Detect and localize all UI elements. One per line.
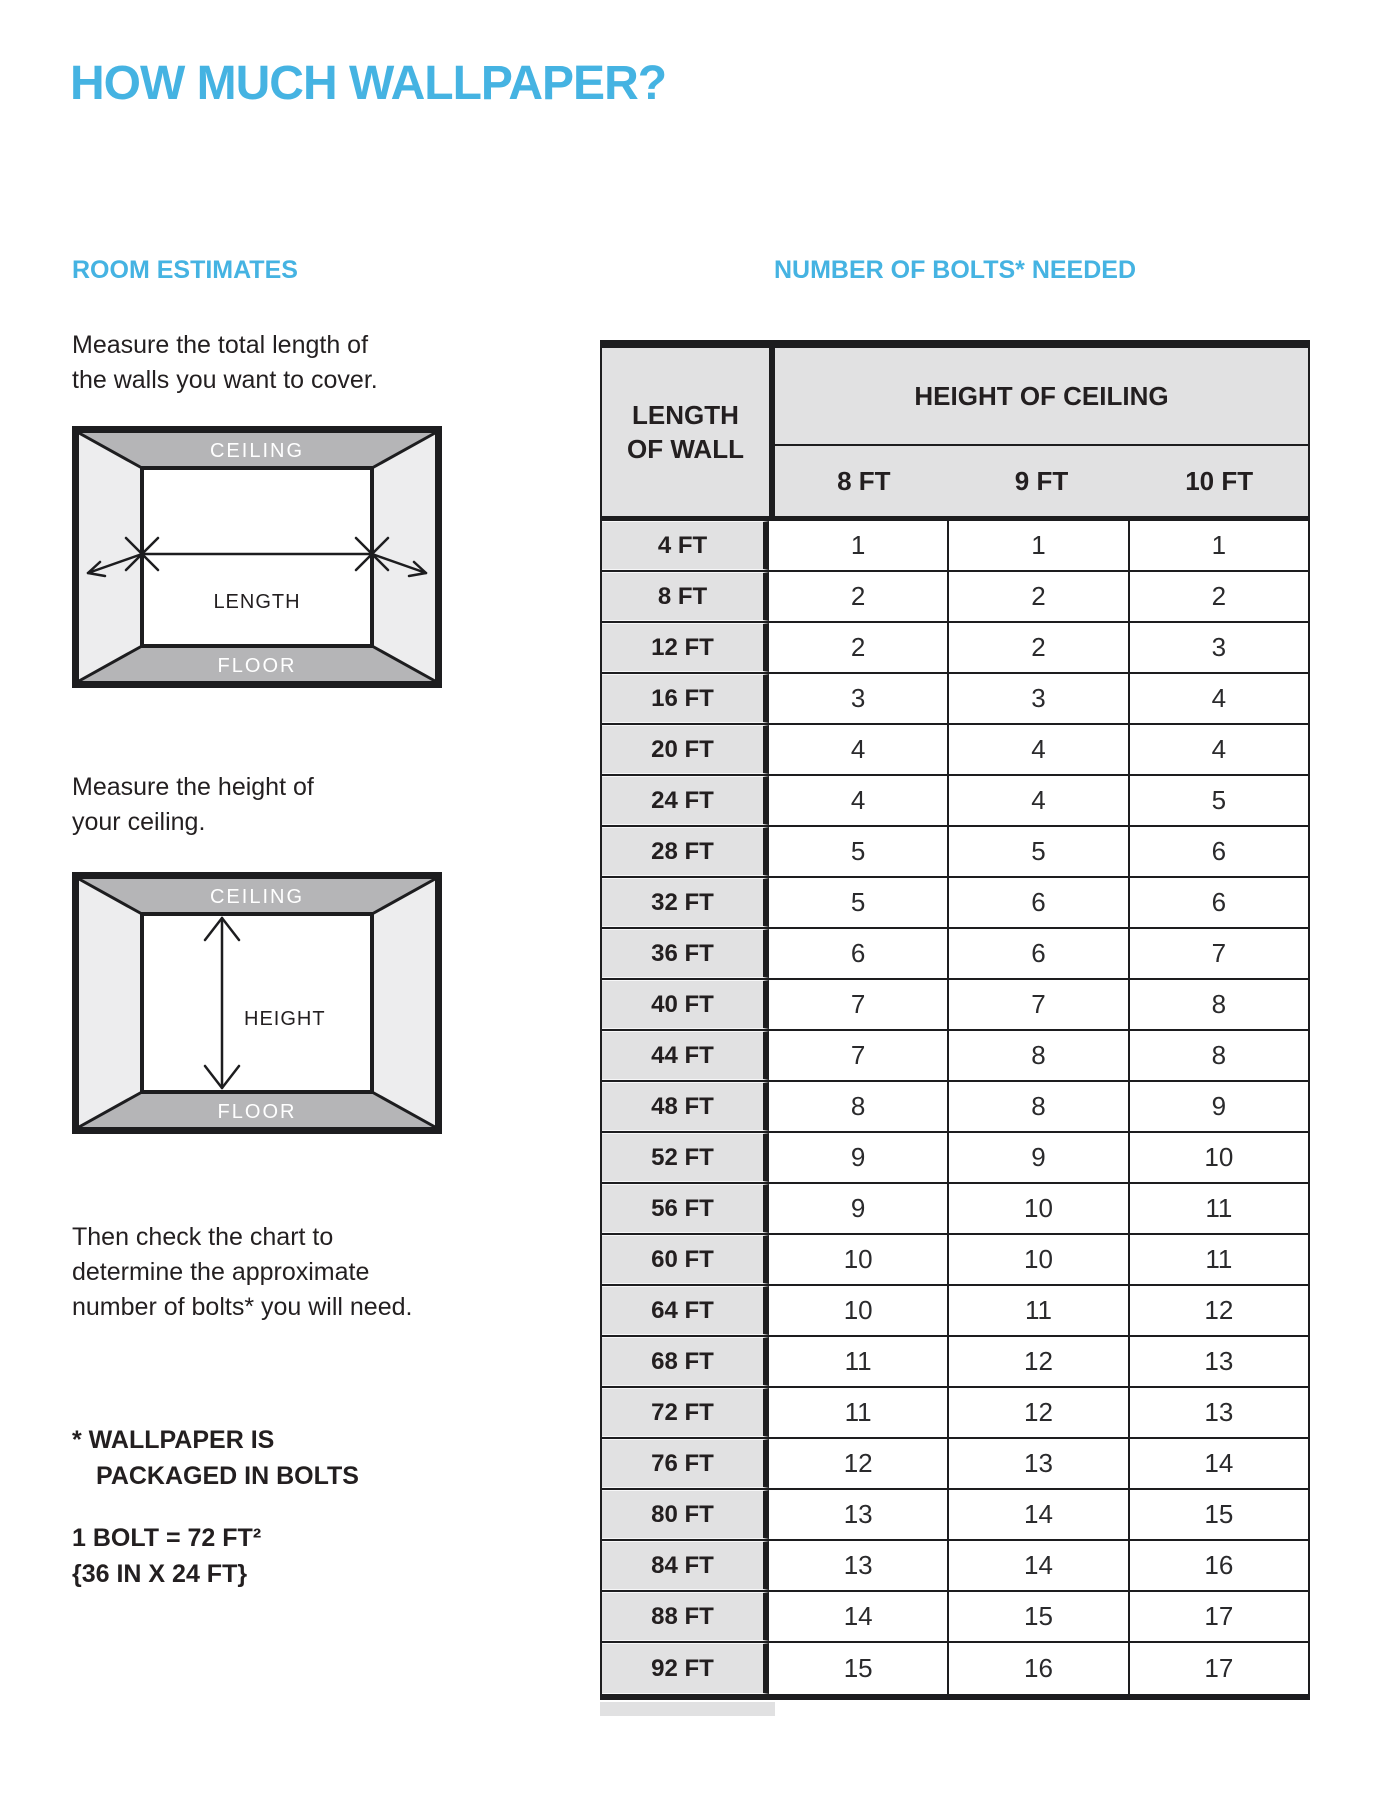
paragraph-line: determine the approximate	[72, 1258, 370, 1286]
wall-length-cell: 40 FT	[602, 980, 769, 1029]
bolt-count-cell: 6	[949, 929, 1129, 978]
bolt-count-cell: 11	[1205, 1193, 1233, 1223]
bolt-count-cell: 15	[1204, 1499, 1234, 1529]
wall-length-cell: 32 FT	[602, 878, 769, 927]
bolt-count-cell: 6	[769, 929, 949, 978]
height-of-ceiling-header: HEIGHT OF CEILING	[775, 348, 1308, 446]
bolts-table	[600, 340, 1310, 1700]
bolt-count-cell: 8	[1211, 989, 1227, 1019]
bolt-count-cell: 5	[1211, 785, 1227, 815]
bolt-count-cell: 4	[1211, 734, 1227, 764]
wall-length-cell: 84 FT	[602, 1541, 769, 1590]
bolt-count-cell: 4	[1211, 683, 1227, 713]
bolt-count-cell: 6	[1211, 836, 1227, 866]
bolt-count-cell: 10	[769, 1235, 949, 1284]
bolt-count-cell: 9	[1211, 1091, 1227, 1121]
table-row	[602, 1286, 1308, 1337]
table-row	[602, 725, 1308, 776]
bolt-count-cell: 9	[949, 1133, 1129, 1182]
length-label: LENGTH	[213, 591, 301, 613]
ceiling-label: CEILING	[209, 440, 305, 462]
wall-length-cell: 80 FT	[602, 1490, 769, 1539]
wall-length-cell: 16 FT	[602, 674, 769, 723]
table-row	[602, 827, 1308, 878]
floor-label: FLOOR	[217, 655, 297, 677]
bolt-count-cell: 13	[949, 1439, 1129, 1488]
bolt-count-cell: 10	[949, 1184, 1129, 1233]
table-row	[602, 1439, 1308, 1490]
bolt-count-cell: 5	[769, 878, 949, 927]
bolt-count-cell: 11	[949, 1286, 1129, 1335]
bolt-count-cell: 7	[1211, 938, 1227, 968]
bolt-count-cell: 4	[769, 725, 949, 774]
paragraph-line: Measure the height of	[72, 773, 314, 801]
bolt-count-cell: 7	[769, 980, 949, 1029]
bolt-count-cell: 16	[949, 1643, 1129, 1694]
bolt-count-cell: 14	[949, 1541, 1129, 1590]
bolt-count-cell: 6	[949, 878, 1129, 927]
table-row	[602, 1235, 1308, 1286]
table-row	[602, 878, 1308, 929]
table-row	[602, 521, 1308, 572]
bolt-count-cell: 4	[949, 725, 1129, 774]
bolt-count-cell: 3	[949, 674, 1129, 723]
bolt-count-cell: 13	[1204, 1346, 1234, 1376]
bolt-count-cell: 12	[1204, 1295, 1234, 1325]
bolt-count-cell: 7	[769, 1031, 949, 1080]
wall-length-cell: 88 FT	[602, 1592, 769, 1641]
bolt-count-cell: 3	[1211, 632, 1227, 662]
footnote-line: 1 BOLT = 72 FT²	[72, 1524, 262, 1552]
bolt-count-cell: 2	[1211, 581, 1227, 611]
wall-length-cell: 44 FT	[602, 1031, 769, 1080]
table-row	[602, 1643, 1308, 1694]
bolt-count-cell: 15	[949, 1592, 1129, 1641]
paragraph-line: your ceiling.	[72, 808, 206, 836]
bolt-count-cell: 12	[949, 1337, 1129, 1386]
ceiling-height-illustration	[72, 872, 442, 1134]
measure-length-paragraph	[72, 328, 378, 398]
wall-length-cell: 92 FT	[602, 1643, 769, 1694]
wall-length-cell: 20 FT	[602, 725, 769, 774]
wallpaper-bolts-footnote	[72, 1422, 359, 1494]
column-header-10ft: 10 FT	[1185, 465, 1254, 496]
wall-length-cell: 4 FT	[602, 521, 769, 570]
measure-height-paragraph	[72, 770, 314, 840]
room-estimates-heading: ROOM ESTIMATES	[72, 256, 298, 284]
bolt-count-cell: 10	[769, 1286, 949, 1335]
bolt-count-cell: 11	[769, 1388, 949, 1437]
table-row	[602, 623, 1308, 674]
wall-length-cell: 24 FT	[602, 776, 769, 825]
check-chart-paragraph	[72, 1220, 412, 1325]
header-line: LENGTH	[632, 400, 739, 430]
wall-length-cell: 68 FT	[602, 1337, 769, 1386]
room-length-diagram	[72, 426, 442, 688]
table-row	[602, 929, 1308, 980]
table-row	[602, 1541, 1308, 1592]
paragraph-line: number of bolts* you will need.	[72, 1293, 413, 1321]
bolt-count-cell: 17	[1204, 1601, 1234, 1631]
bolt-count-cell: 17	[1204, 1653, 1234, 1683]
column-header-8ft: 8 FT	[837, 465, 891, 496]
wall-length-cell: 72 FT	[602, 1388, 769, 1437]
bolt-count-cell: 13	[769, 1490, 949, 1539]
bolt-count-cell: 5	[769, 827, 949, 876]
bolt-count-cell: 8	[1211, 1040, 1227, 1070]
footnote-line: * WALLPAPER IS	[72, 1426, 275, 1454]
bolt-count-cell: 8	[949, 1031, 1129, 1080]
length-of-wall-header	[602, 348, 775, 516]
wall-length-cell: 48 FT	[602, 1082, 769, 1131]
wall-length-cell: 8 FT	[602, 572, 769, 621]
wall-length-cell: 60 FT	[602, 1235, 769, 1284]
bolt-size-footnote	[72, 1520, 261, 1592]
table-row	[602, 1490, 1308, 1541]
bolt-count-cell: 6	[1211, 887, 1227, 917]
ceiling-header-group	[775, 348, 1308, 516]
table-row	[602, 776, 1308, 827]
bolt-count-cell: 2	[769, 572, 949, 621]
bolt-count-cell: 4	[769, 776, 949, 825]
bolt-count-cell: 1	[1211, 530, 1227, 560]
bolt-count-cell: 1	[949, 521, 1129, 570]
footnote-line: PACKAGED IN BOLTS	[96, 1462, 359, 1490]
footnote-line: {36 IN X 24 FT}	[72, 1560, 248, 1588]
paragraph-line: Then check the chart to	[72, 1223, 334, 1251]
bolt-count-cell: 9	[769, 1133, 949, 1182]
header-line: OF WALL	[627, 434, 744, 464]
back-wall	[142, 468, 372, 646]
table-row	[602, 1337, 1308, 1388]
wall-length-cell: 76 FT	[602, 1439, 769, 1488]
table-row	[602, 1031, 1308, 1082]
bolt-count-cell: 5	[949, 827, 1129, 876]
table-row	[602, 1592, 1308, 1643]
table-row	[602, 1133, 1308, 1184]
wall-length-cell: 56 FT	[602, 1184, 769, 1233]
floor-label: FLOOR	[217, 1101, 297, 1123]
wall-length-cell: 36 FT	[602, 929, 769, 978]
table-row	[602, 1184, 1308, 1235]
bolt-count-cell: 10	[949, 1235, 1129, 1284]
bolt-count-cell: 11	[769, 1337, 949, 1386]
room-length-illustration	[72, 426, 442, 688]
paragraph-line: the walls you want to cover.	[72, 366, 378, 394]
bolt-count-cell: 13	[1204, 1397, 1234, 1427]
bolt-count-cell: 14	[769, 1592, 949, 1641]
column-header-9ft: 9 FT	[1014, 465, 1069, 496]
table-row	[602, 980, 1308, 1031]
bolt-count-cell: 7	[949, 980, 1129, 1029]
bolt-count-cell: 13	[769, 1541, 949, 1590]
ceiling-height-diagram	[72, 872, 442, 1134]
bolt-count-cell: 2	[949, 623, 1129, 672]
wall-length-cell: 12 FT	[602, 623, 769, 672]
table-row	[602, 674, 1308, 725]
bolt-count-cell: 3	[769, 674, 949, 723]
paragraph-line: Measure the total length of	[72, 331, 369, 359]
bolt-count-cell: 15	[769, 1643, 949, 1694]
bolts-needed-heading: NUMBER OF BOLTS* NEEDED	[773, 256, 1137, 284]
ceiling-label: CEILING	[209, 886, 305, 908]
wall-length-cell: 52 FT	[602, 1133, 769, 1182]
bolt-count-cell: 12	[949, 1388, 1129, 1437]
bolt-count-cell: 8	[769, 1082, 949, 1131]
table-row	[602, 1082, 1308, 1133]
bolt-count-cell: 16	[1204, 1550, 1234, 1580]
bolt-count-cell: 2	[769, 623, 949, 672]
table-row	[602, 572, 1308, 623]
back-wall	[142, 914, 372, 1092]
table-row	[602, 1388, 1308, 1439]
wall-length-cell: 28 FT	[602, 827, 769, 876]
bolt-count-cell: 14	[949, 1490, 1129, 1539]
table-header	[602, 348, 1308, 521]
bolt-count-cell: 14	[1204, 1448, 1234, 1478]
bolt-count-cell: 4	[949, 776, 1129, 825]
wall-length-cell: 64 FT	[602, 1286, 769, 1335]
ceiling-subheader-row	[775, 446, 1308, 516]
table-footer-tab	[600, 1702, 775, 1716]
bolt-count-cell: 9	[769, 1184, 949, 1233]
page-title: HOW MUCH WALLPAPER?	[70, 57, 667, 110]
bolt-table-body	[602, 521, 1308, 1694]
bolt-count-cell: 2	[949, 572, 1129, 621]
bolt-count-cell: 10	[1204, 1142, 1234, 1172]
bolt-count-cell: 11	[1205, 1244, 1233, 1274]
height-label: HEIGHT	[244, 1008, 326, 1030]
bolt-count-cell: 8	[949, 1082, 1129, 1131]
bolt-count-cell: 1	[769, 521, 949, 570]
bolt-count-cell: 12	[769, 1439, 949, 1488]
